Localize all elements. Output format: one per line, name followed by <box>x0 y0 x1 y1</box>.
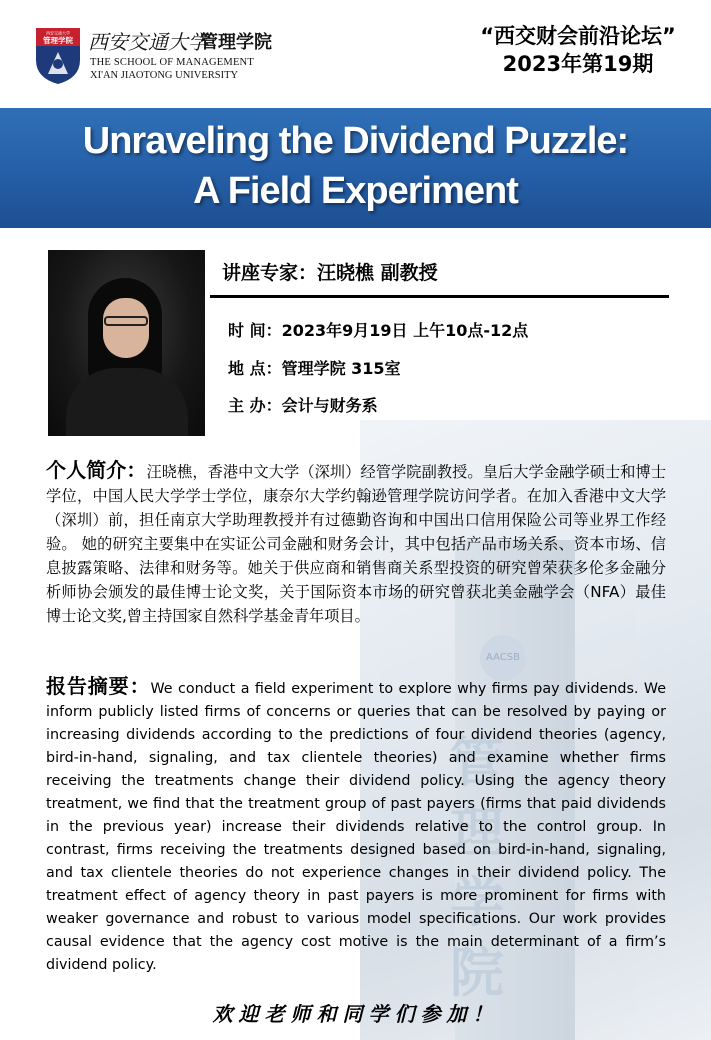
abstract-heading: 报告摘要： <box>46 674 151 698</box>
bio-text: 汪晓樵，香港中文大学（深圳）经管学院副教授。皇后大学金融学硕士和博士学位，中国人民大学学士学位，康奈尔大学约翰逊管理学院访问学者。在加入香港中文大学（深圳）前，担任南京大学助理教授并有过德勤咨询和中国出口信用保险公司等业界工作经验。 她的研究主要集中在实证公司金融和财务会计，其中包括产品市场关系、资本市场、信息披露策略、法律和财务等。她关于供应商和销售商关系型投资的研究曾荣获多伦多金融分析师协会颁发的最佳博士论文奖，关于国际资本市场的研究曾获北美金融学会（NFA）最佳博士论文奖,曾主持国家自然科学基金青年项目。 <box>46 463 667 625</box>
bio-section <box>46 458 666 628</box>
background-character: 管 <box>450 731 504 794</box>
background-character: 理 <box>450 801 504 864</box>
title-banner <box>0 108 711 228</box>
event-host: 主 办：会计与财务系 <box>228 396 378 415</box>
aacsb-badge: AACSB <box>480 635 526 681</box>
speaker-photo <box>48 250 205 436</box>
welcome-message: 欢迎老师和同学们参加！ <box>212 1002 499 1026</box>
speaker-name: 讲座专家：汪晓樵 副教授 <box>222 262 438 284</box>
school-name-english-2: XI'AN JIAOTONG UNIVERSITY <box>90 70 239 81</box>
forum-issue: 2023年第19期 <box>502 52 654 76</box>
bio-heading: 个人简介： <box>46 458 147 482</box>
school-name-calligraphy: 西安交通大学 <box>88 30 208 54</box>
header <box>0 0 711 100</box>
abstract-section <box>46 675 666 977</box>
event-time: 时 间：2023年9月19日 上午10点-12点 <box>228 321 529 340</box>
divider <box>210 295 669 298</box>
abstract-text: We conduct a field experiment to explore why firms pay dividends. We inform publicly listed firms of concerns or queries that can be resolved by paying or increasing dividends according to the predictions of four dividend theories (agency, bird-in-hand, signaling, and tax clientele theories) and examine whether firms receiving the treatments change their dividend policy. Using the agency theory treatment, we find that the treatment group of past payers (firms that paid dividends in the previous year) increase their dividends relative to the control group. In contrast, firms receiving the treatments designed based on bird-in-hand, signaling, and tax clientele theories do not experience changes in their dividend policy. The treatment effect of agency theory in past payers is more prominent for firms with weaker governance and robust to various model specifications. Our work provides causal evidence that the agency cost motive is the main determinant of a firm’s dividend policy. <box>46 681 666 973</box>
forum-title: “西交财会前沿论坛” <box>480 24 676 48</box>
school-name-suffix: 管理学院 <box>200 32 272 53</box>
emblem-label-top: 西安交通大学 <box>46 30 70 36</box>
school-name-english-1: THE SCHOOL OF MANAGEMENT <box>90 57 254 68</box>
talk-title-line-2: A Field Experiment <box>193 170 518 212</box>
event-location: 地 点：管理学院 315室 <box>228 359 401 378</box>
background-character: 院 <box>450 941 504 1004</box>
school-emblem-icon <box>34 26 82 86</box>
emblem-label: 管理学院 <box>43 36 73 45</box>
talk-title-line-1: Unraveling the Dividend Puzzle: <box>82 120 629 162</box>
background-character: 学 <box>450 871 504 934</box>
